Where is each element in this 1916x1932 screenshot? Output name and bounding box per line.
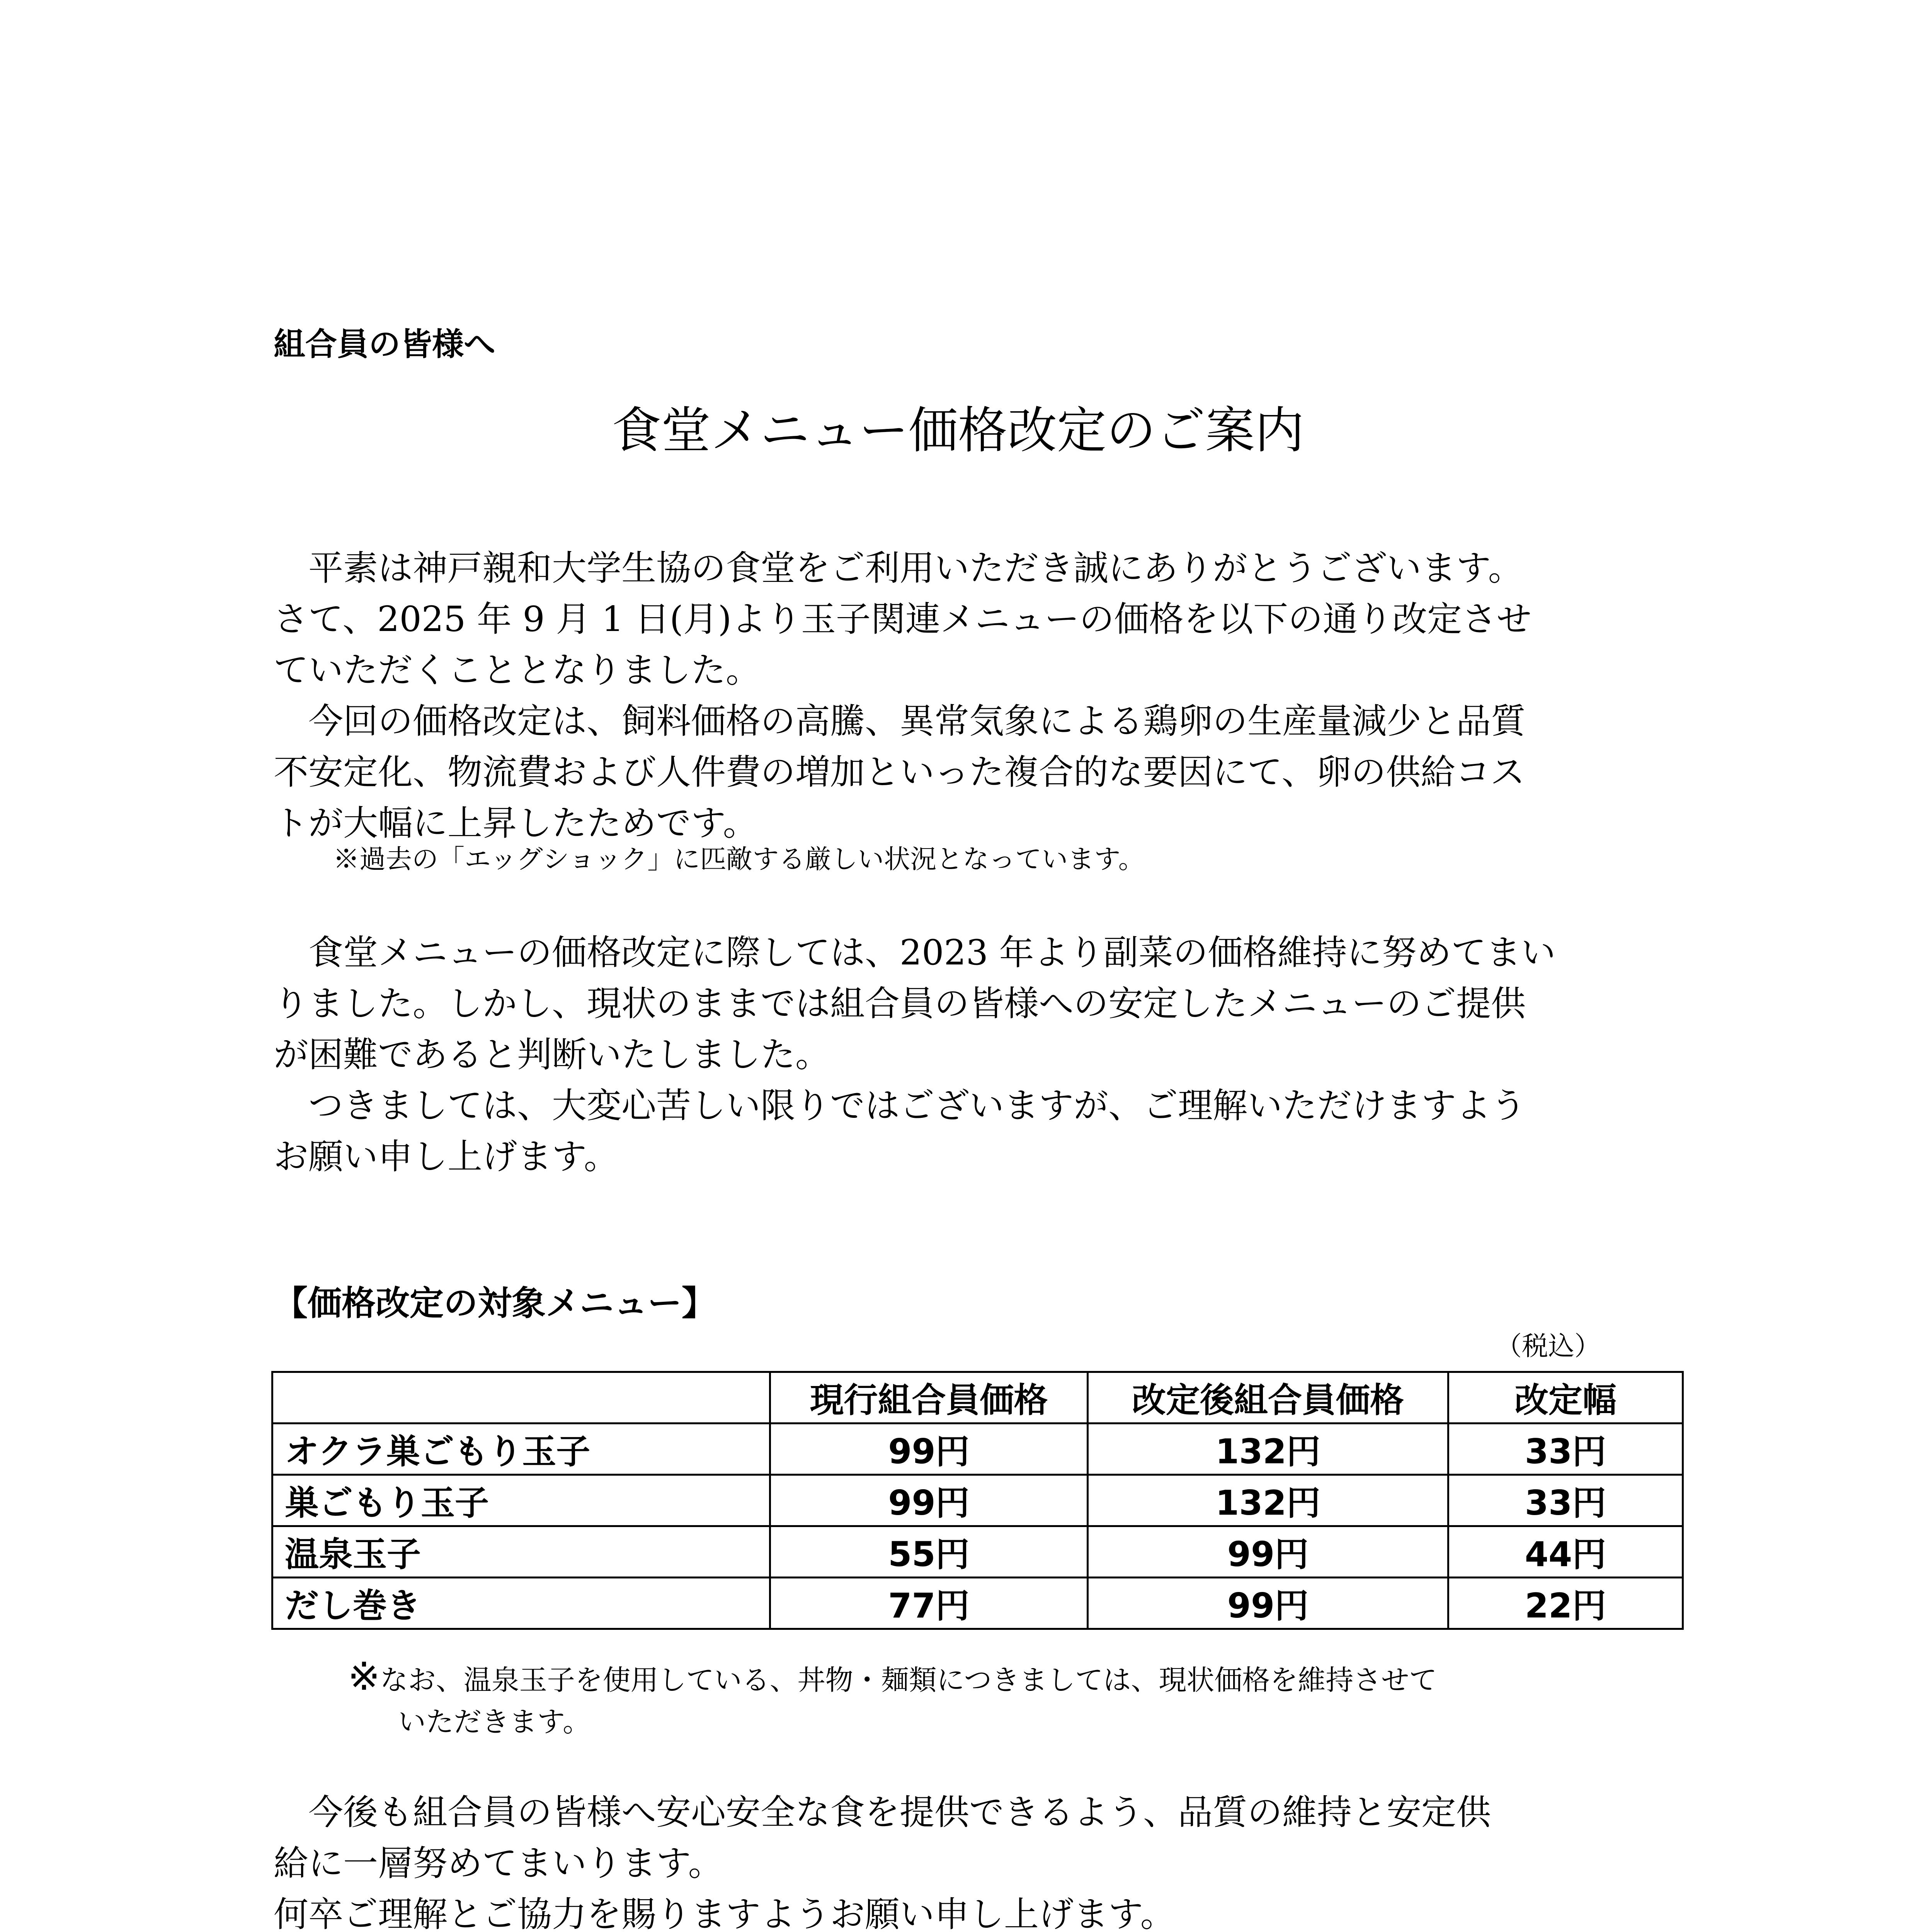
reason-line: 食堂メニューの価格改定に際しては、2023 年より副菜の価格維持に努めてまい bbox=[274, 932, 1556, 973]
reason-line: が困難であると判断いたしました。 bbox=[274, 1034, 830, 1075]
cell-price-diff: 22円 bbox=[1448, 1578, 1683, 1629]
footnote-line: いただきます。 bbox=[398, 1706, 591, 1738]
closing-line: 何卒ご理解とご協力を賜りますようお願い申し上げます。 bbox=[274, 1894, 1175, 1932]
cell-new-price: 132円 bbox=[1088, 1423, 1448, 1475]
header-new-price: 改定後組合員価格 bbox=[1088, 1372, 1448, 1423]
intro-line: 不安定化、物流費および人件費の増加といった複合的な要因にて、卵の供給コス bbox=[274, 752, 1525, 793]
intro-line: 今回の価格改定は、飼料価格の高騰、異常気象による鶏卵の生産量減少と品質 bbox=[274, 701, 1526, 742]
cell-new-price: 99円 bbox=[1088, 1526, 1448, 1578]
header-price-diff: 改定幅 bbox=[1448, 1372, 1683, 1423]
cell-current-price: 77円 bbox=[770, 1578, 1088, 1629]
cell-new-price: 99円 bbox=[1088, 1578, 1448, 1629]
header-current-price: 現行組合員価格 bbox=[770, 1372, 1088, 1423]
cell-current-price: 99円 bbox=[770, 1475, 1088, 1526]
table-row bbox=[272, 1526, 1683, 1578]
section-heading: 【価格改定の対象メニュー】 bbox=[274, 1283, 716, 1323]
cell-item: だし巻き bbox=[272, 1578, 770, 1629]
page-title: 食堂メニュー価格改定のご案内 bbox=[611, 402, 1304, 459]
tax-note: （税込） bbox=[1496, 1331, 1601, 1362]
cell-item: 巣ごもり玉子 bbox=[272, 1475, 770, 1526]
table-row bbox=[272, 1578, 1683, 1629]
table-header-row bbox=[272, 1372, 1683, 1423]
table-row bbox=[272, 1423, 1683, 1475]
cell-current-price: 99円 bbox=[770, 1423, 1088, 1475]
reason-line: お願い申し上げます。 bbox=[274, 1136, 619, 1177]
cell-price-diff: 33円 bbox=[1448, 1423, 1683, 1475]
cell-current-price: 55円 bbox=[770, 1526, 1088, 1578]
intro-line: トが大幅に上昇したためです。 bbox=[274, 803, 758, 844]
cell-item: 温泉玉子 bbox=[272, 1526, 770, 1578]
table-footnote bbox=[348, 1656, 1437, 1743]
cell-price-diff: 33円 bbox=[1448, 1475, 1683, 1526]
closing-paragraph bbox=[274, 1787, 1680, 1932]
intro-line: さて、2025 年 9 月 1 日(月)より玉子関連メニューの価格を以下の通り改定させ bbox=[274, 599, 1532, 639]
header-item bbox=[272, 1372, 770, 1423]
closing-line: 給に一層努めてまいります。 bbox=[274, 1843, 723, 1884]
closing-line: 今後も組合員の皆様へ安心安全な食を提供できるよう、品質の維持と安定供 bbox=[274, 1792, 1491, 1833]
addressee: 組合員の皆様へ bbox=[274, 326, 496, 363]
intro-line: 平素は神戸親和大学生協の食堂をご利用いただき誠にありがとうございます。 bbox=[274, 548, 1523, 588]
cell-new-price: 132円 bbox=[1088, 1475, 1448, 1526]
egg-shock-note: ※過去の「エッグショック」に匹敵する厳しい状況となっています。 bbox=[333, 844, 1145, 875]
footnote-line bbox=[348, 1656, 1437, 1701]
reason-paragraph bbox=[274, 927, 1680, 1182]
footnote-text: なお、温泉玉子を使用している、丼物・麺類につきましては、現状価格を維持させて bbox=[380, 1664, 1437, 1696]
cell-price-diff: 44円 bbox=[1448, 1526, 1683, 1578]
price-table bbox=[271, 1371, 1684, 1630]
footnote-mark: ※ bbox=[348, 1654, 380, 1699]
reason-line: つきましては、大変心苦しい限りではございますが、ご理解いただけますよう bbox=[274, 1085, 1526, 1126]
intro-line: ていただくこととなりました。 bbox=[274, 650, 761, 690]
intro-paragraph bbox=[274, 543, 1680, 849]
reason-line: りました。しかし、現状のままでは組合員の皆様への安定したメニューのご提供 bbox=[274, 983, 1526, 1024]
table-row bbox=[272, 1475, 1683, 1526]
cell-item: オクラ巣ごもり玉子 bbox=[272, 1423, 770, 1475]
